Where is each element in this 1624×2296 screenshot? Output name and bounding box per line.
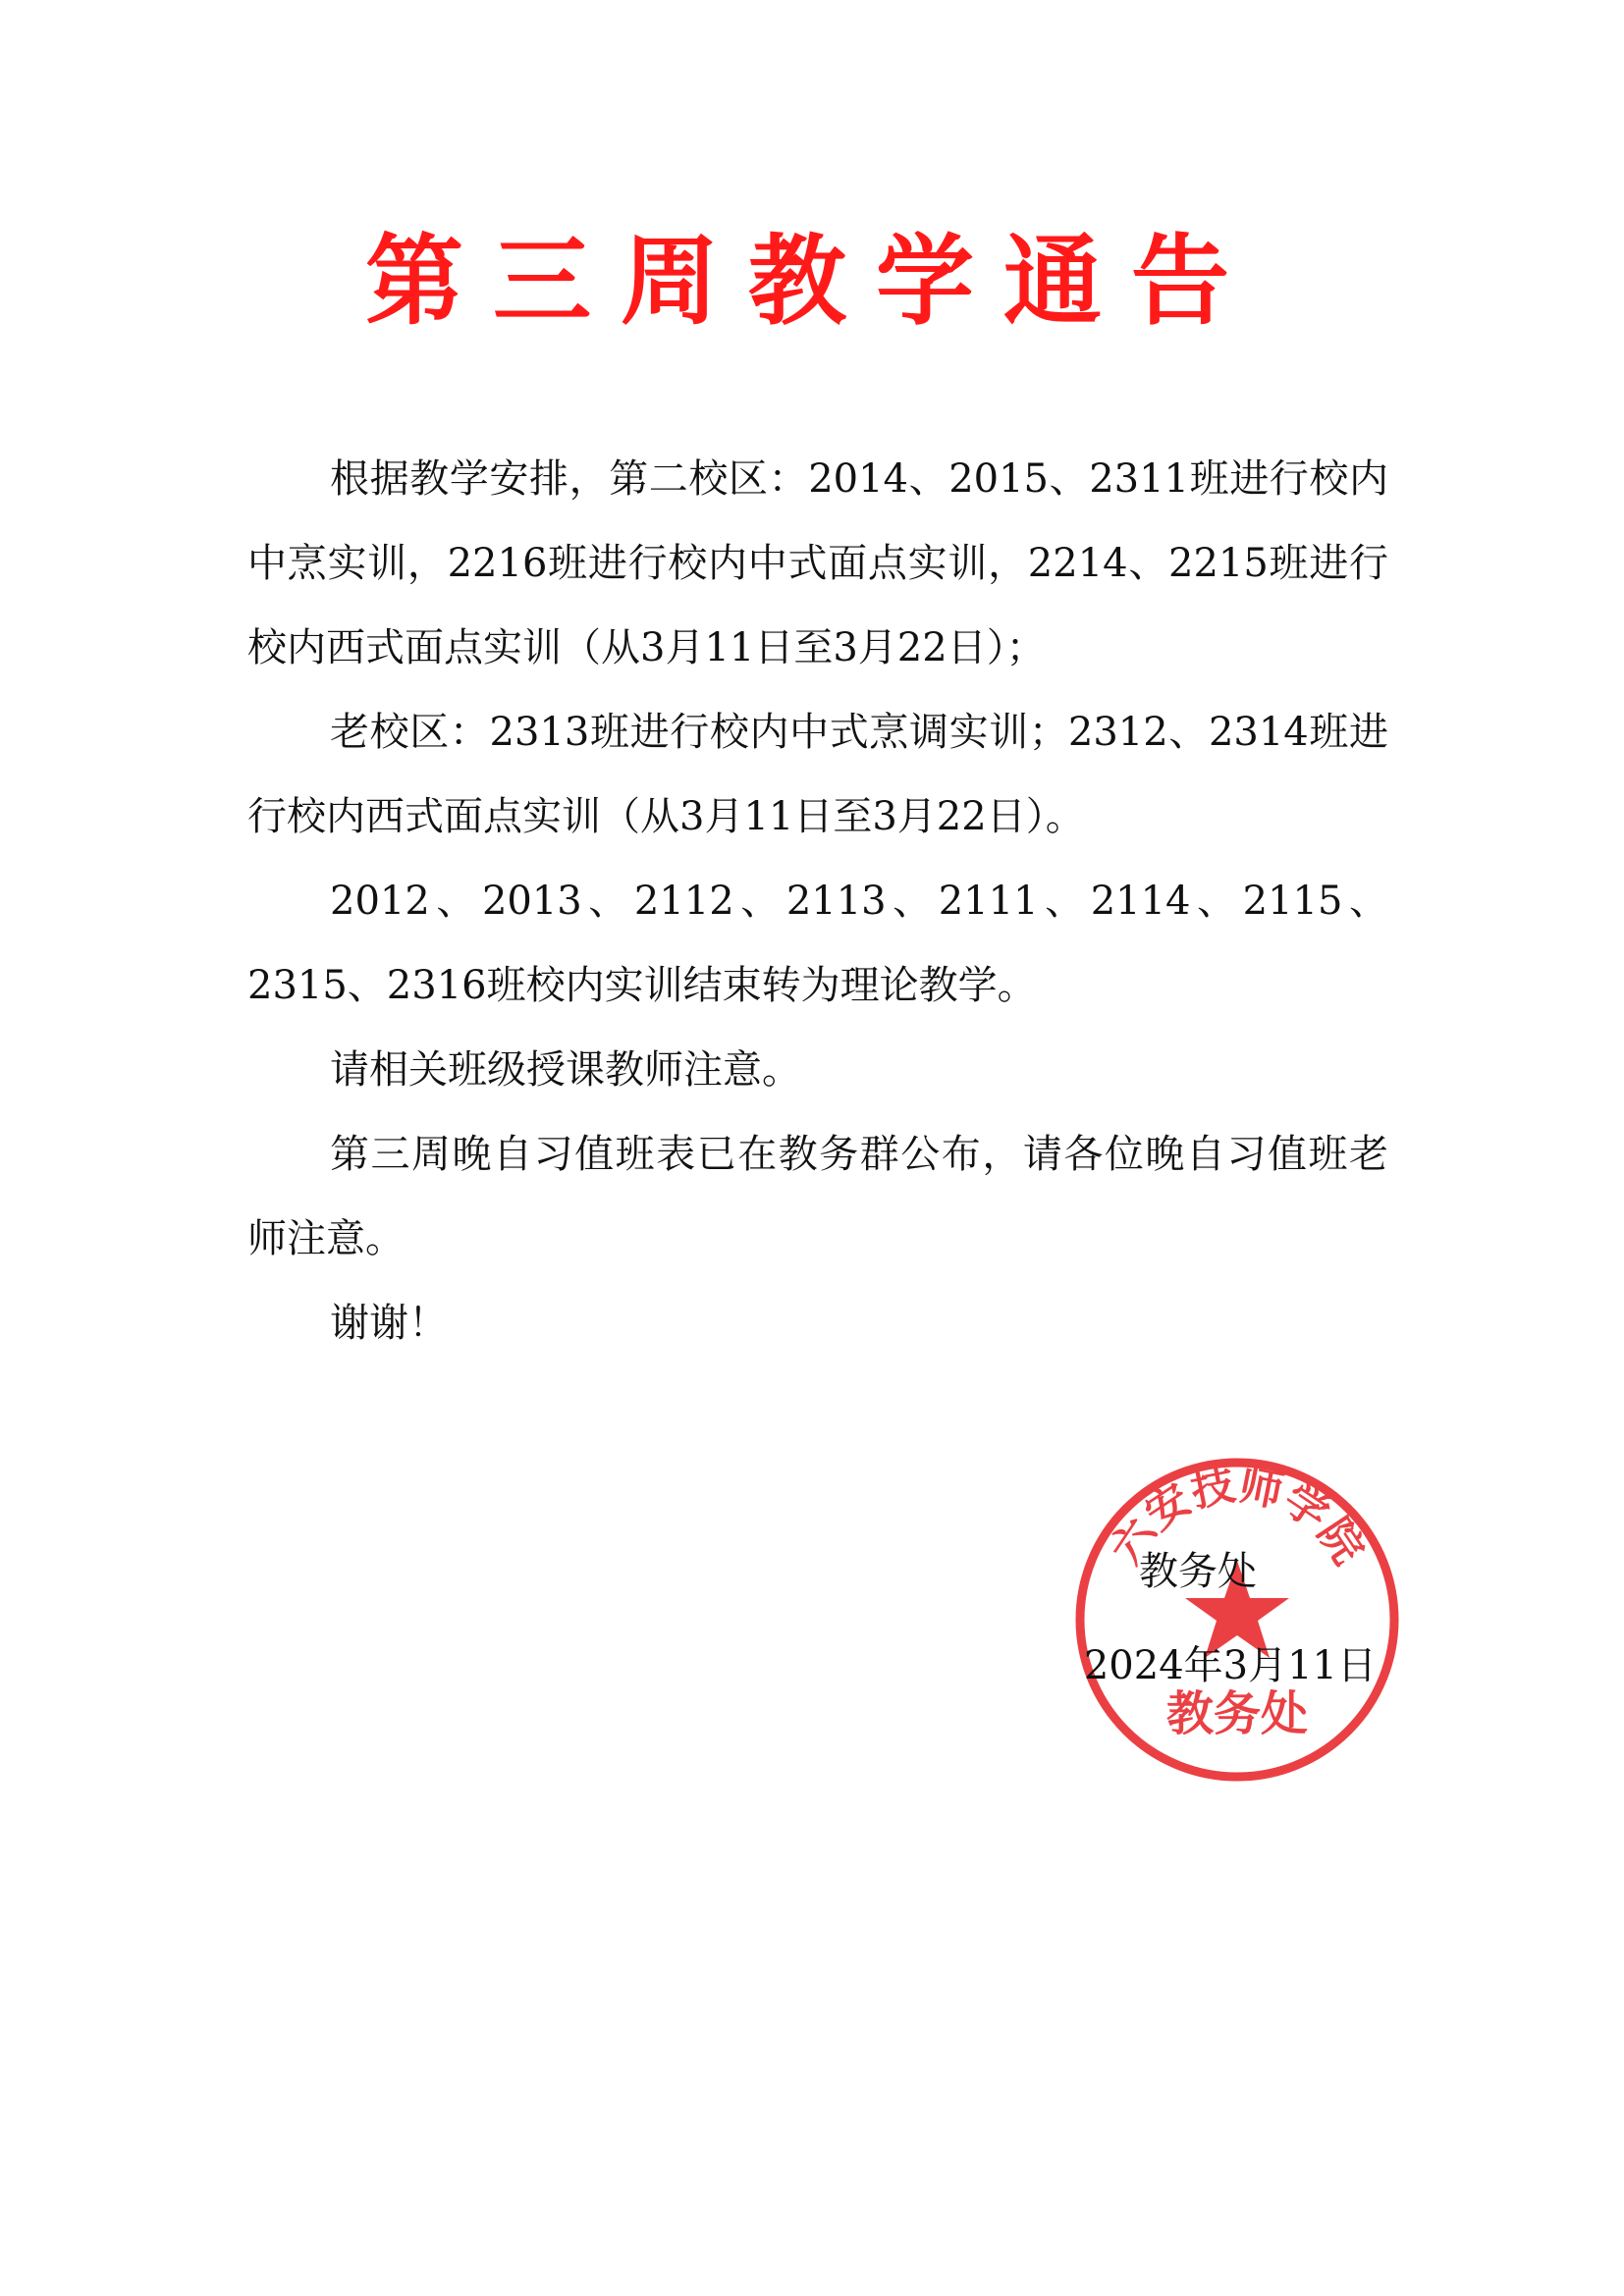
notice-body bbox=[247, 437, 1388, 1365]
seal-top-text: 六安技师学院 bbox=[1101, 1459, 1374, 1574]
signature-date: 2024年3月11日 bbox=[1083, 1643, 1377, 1688]
notice-title: 第三周教学通告 bbox=[365, 224, 1259, 339]
official-seal bbox=[1070, 1453, 1404, 1787]
paragraph-theory-classes: 2012、2013、2112、2113、2111、2114、2115、2315、2316班校内实训结束转为理论教学。 bbox=[247, 879, 1388, 1008]
paragraph-campus-two: 根据教学安排，第二校区：2014、2015、2311班进行校内中烹实训，2216班进行校内中式面点实训，2214、2215班进行校内西式面点实训（从3月11日至3月22日）； bbox=[247, 456, 1388, 670]
signature-department: 教务处 bbox=[1139, 1549, 1257, 1594]
seal-bottom-text: 教务处 bbox=[1165, 1686, 1309, 1741]
paragraph-teacher-notice: 请相关班级授课教师注意。 bbox=[330, 1047, 801, 1093]
paragraph-duty-schedule: 第三周晚自习值班表已在教务群公布，请各位晚自习值班老师注意。 bbox=[247, 1132, 1388, 1261]
paragraph-old-campus: 老校区：2313班进行校内中式烹调实训；2312、2314班进行校内西式面点实训（从3月11日至3月22日）。 bbox=[247, 710, 1388, 839]
paragraph-thanks: 谢谢！ bbox=[330, 1301, 448, 1346]
